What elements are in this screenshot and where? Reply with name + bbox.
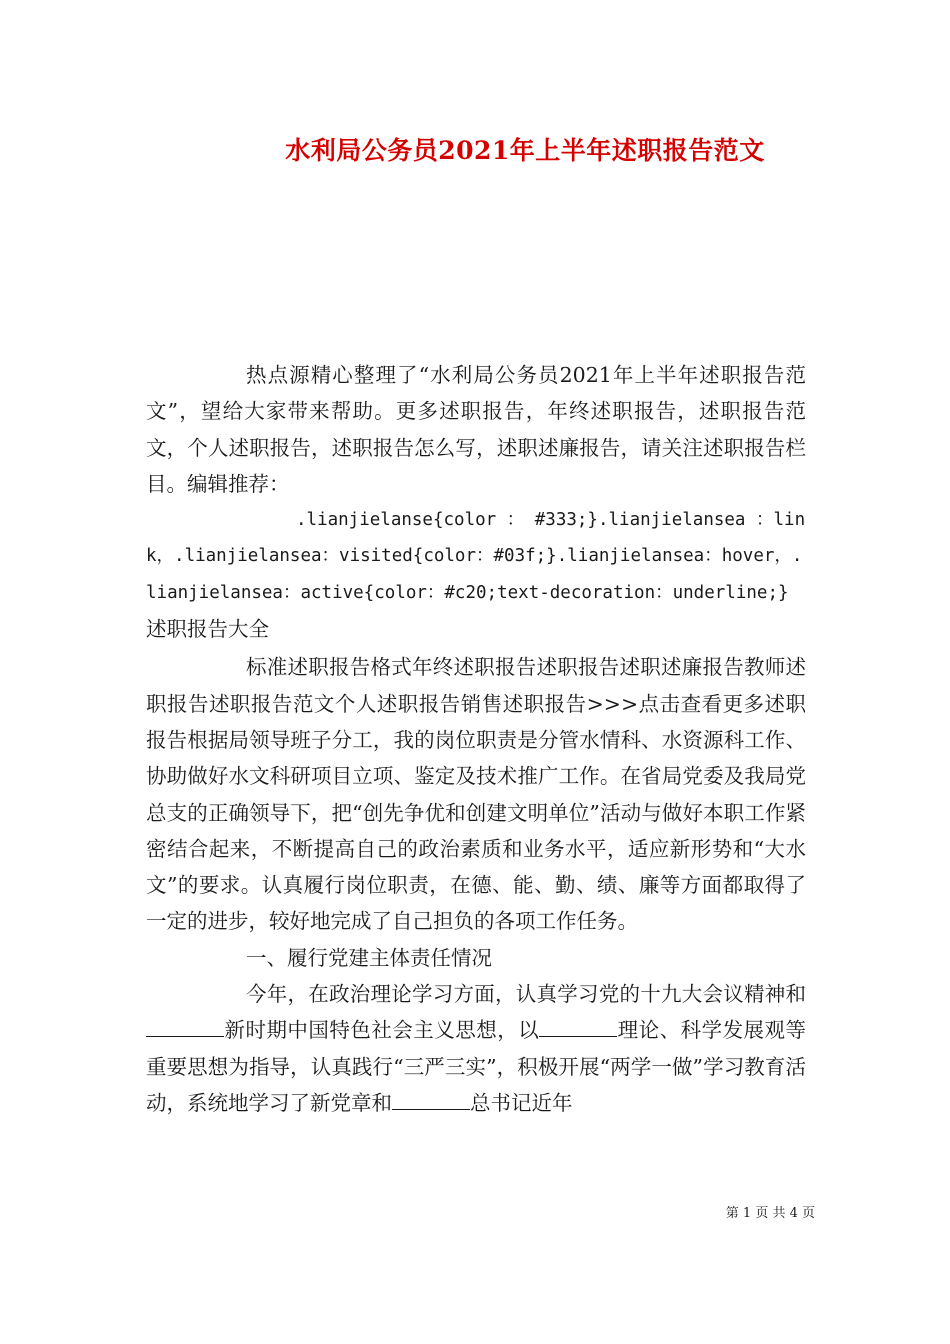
document-title: 水利局公务员2021年上半年述职报告范文 <box>285 136 765 165</box>
para3-part3: 理论、科学发展观等重要思想为指导，认真践行“三严三实”，积极开展“两学一做”学习教育活动，系统地学习了新党章和 <box>146 1018 807 1115</box>
css-snippet-paragraph <box>146 502 806 649</box>
css-snippet-text: .lianjielanse{color ： #333;}.lianjielansea ：link，.lianjielansea：visited{color：#03f;}.lianjielansea：hover，.lianjielansea：active{color：#c20;text-decoration：underline;} <box>146 510 806 603</box>
para3-part1: 今年，在政治理论学习方面，认真学习党的十九大会议精神和 <box>246 982 806 1007</box>
para3-part4: 总书记近年 <box>470 1090 573 1115</box>
redacted-blank <box>392 1091 470 1110</box>
body-paragraph-duties: 标准述职报告格式年终述职报告述职报告述职述廉报告教师述职报告述职报告范文个人述职报告销售述职报告>>>点击查看更多述职报告根据局领导班子分工，我的岗位职责是分管水情科、水资源科工作、协助做好水文科研项目立项、鉴定及技术推广工作。在省局党委及我局党总支的正确领导下，把“创先争优和创建文明单位”活动与做好本职工作紧密结合起来，不断提高自己的政治素质和业务水平，适应新形势和“大水文”的要求。认真履行岗位职责，在德、能、勤、绩、廉等方面都取得了一定的进步，较好地完成了自己担负的各项工作任务。 <box>146 655 806 934</box>
document-body <box>146 357 806 1121</box>
body-paragraph-political-study <box>146 976 806 1121</box>
page-number-footer: 第 1 页 共 4 页 <box>725 1206 815 1221</box>
redacted-blank <box>146 1018 224 1037</box>
para3-part2: 新时期中国特色社会主义思想，以 <box>224 1018 540 1043</box>
section-heading-party-building: 一、履行党建主体责任情况 <box>246 945 492 970</box>
redacted-blank <box>539 1018 617 1037</box>
intro-paragraph: 热点源精心整理了“水利局公务员2021年上半年述职报告范文”，望给大家带来帮助。更多述职报告，年终述职报告，述职报告范文，个人述职报告，述职报告怎么写，述职述廉报告，请关注述职报告栏目。编辑推荐： <box>146 363 806 496</box>
report-collection-link-text: 述职报告大全 <box>146 617 269 642</box>
